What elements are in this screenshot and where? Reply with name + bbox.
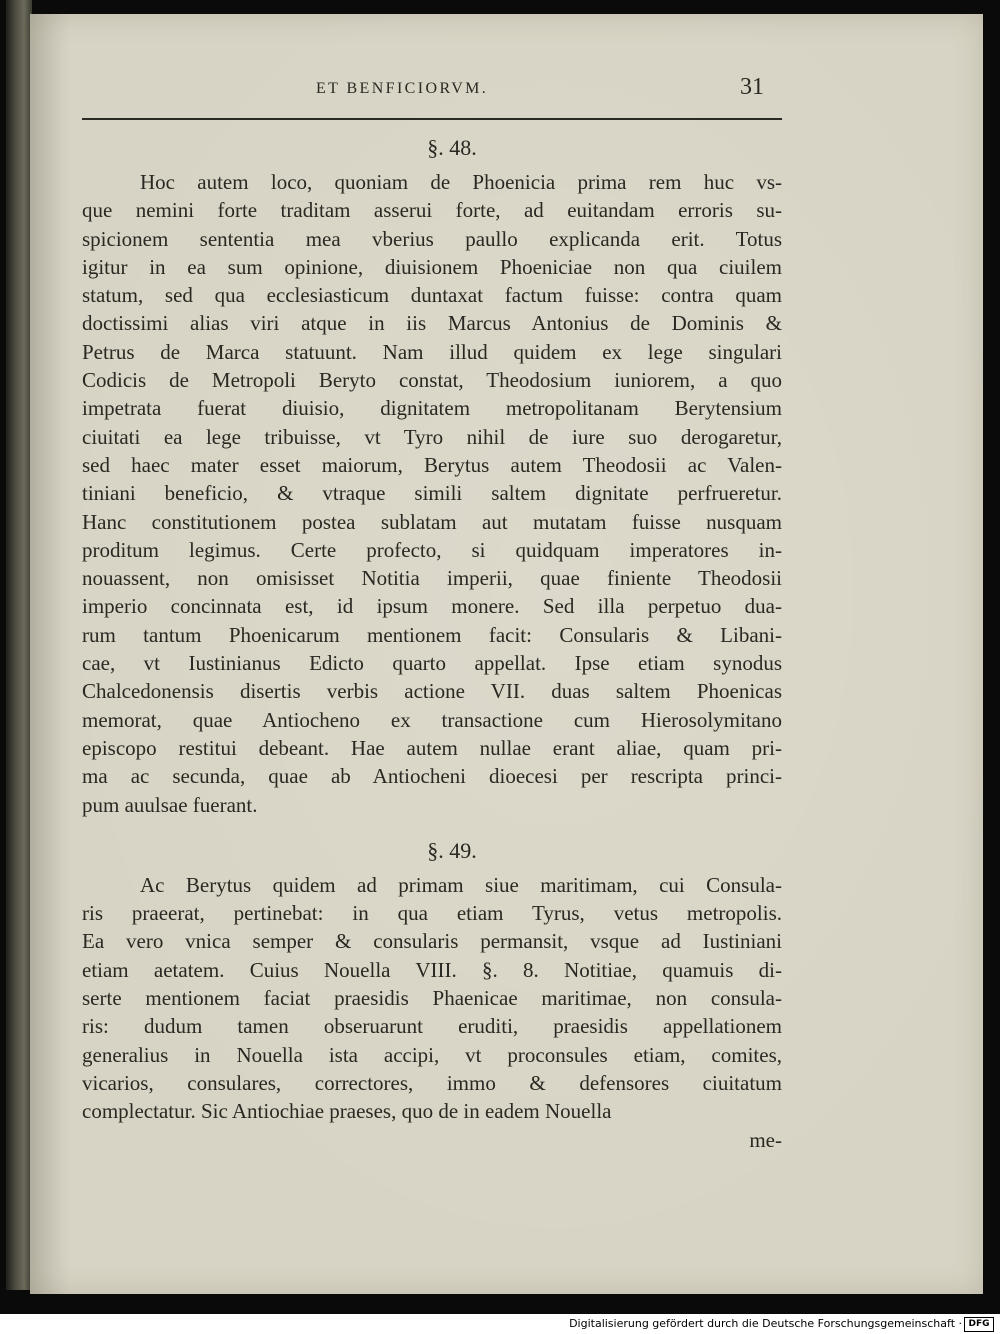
text-line: statum, sed qua ecclesiasticum duntaxat factum fuisse: contra quam bbox=[82, 283, 782, 308]
text-line: episcopo restitui debeant. Hae autem nullae erant aliae, quam pri- bbox=[82, 735, 782, 760]
text-line: nouassent, non omisisset Notitia imperii, quae finiente Theodosii bbox=[82, 566, 782, 591]
text-line: proditum legimus. Certe profecto, si quidquam imperatores in- bbox=[82, 537, 782, 562]
text-line: Hoc autem loco, quoniam de Phoenicia prima rem huc vs- bbox=[140, 170, 782, 194]
text-line: Hanc constitutionem postea sublatam aut mutatam fuisse nusquam bbox=[82, 509, 782, 534]
section-title-48: §. 48. bbox=[427, 135, 477, 160]
text-line: ris praeerat, pertinebat: in qua etiam Tyrus, vetus metropolis. bbox=[82, 901, 782, 926]
header-rule bbox=[82, 118, 782, 120]
text-line: que nemini forte traditam asserui forte, ad euitandam erroris su- bbox=[82, 198, 782, 223]
funding-credit: Digitalisierung gefördert durch die Deutsche Forschungsgemeinschaft · bbox=[569, 1317, 962, 1330]
text-line: etiam aetatem. Cuius Nouella VIII. §. 8. Notitiae, quamuis di- bbox=[82, 957, 782, 982]
text-line: pum auulsae fuerant. bbox=[82, 792, 258, 817]
running-head: ET BENFICIORVM. bbox=[316, 80, 489, 97]
text-line: vicarios, consulares, correctores, immo & defensores ciuitatum bbox=[82, 1070, 782, 1095]
section-gap bbox=[82, 819, 782, 831]
page-number: 31 bbox=[740, 74, 764, 100]
text-line: memorat, quae Antiocheno ex transactione cum Hierosolymitano bbox=[82, 707, 782, 732]
section-48-paragraph bbox=[82, 168, 782, 819]
text-line: Chalcedonensis disertis verbis actione VII. duas saltem Phoenicas bbox=[82, 679, 782, 704]
text-line: generalius in Nouella ista accipi, vt proconsules etiam, comites, bbox=[82, 1042, 782, 1067]
text-line: doctissimi alias viri atque in iis Marcus Antonius de Dominis & bbox=[82, 311, 782, 336]
text-line: rum tantum Phoenicarum mentionem facit: Consularis & Libani- bbox=[82, 622, 782, 647]
text-line: tiniani beneficio, & vtraque simili saltem dignitate perfrueretur. bbox=[82, 481, 782, 506]
text-line: sed haec mater esset maiorum, Berytus autem Theodosii ac Valen- bbox=[82, 452, 782, 477]
digitization-footer bbox=[0, 1314, 1000, 1334]
text-line: cae, vt Iustinianus Edicto quarto appellat. Ipse etiam synodus bbox=[82, 651, 782, 676]
text-line: Codicis de Metropoli Beryto constat, Theodosium iuniorem, a quo bbox=[82, 368, 782, 393]
catchword: me- bbox=[749, 1127, 782, 1152]
text-line: imperio concinnata est, id ipsum monere. Sed illa perpetuo dua- bbox=[82, 594, 782, 619]
dfg-logo: DFG bbox=[964, 1317, 994, 1332]
book-binding-edge bbox=[6, 0, 32, 1290]
text-line: ma ac secunda, quae ab Antiocheni dioecesi per rescripta princi- bbox=[82, 764, 782, 789]
text-line: spicionem sententia mea vberius paullo explicanda erit. Totus bbox=[82, 226, 782, 251]
text-line: Ea vero vnica semper & consularis permansit, vsque ad Iustiniani bbox=[82, 929, 782, 954]
text-line: complectatur. Sic Antiochiae praeses, quo de in eadem Nouella bbox=[82, 1099, 612, 1124]
text-line: impetrata fuerat diuisio, dignitatem metropolitanam Berytensium bbox=[82, 396, 782, 421]
section-title-49: §. 49. bbox=[427, 837, 477, 863]
text-line: ris: dudum tamen obseruarunt eruditi, praesidis appellationem bbox=[82, 1014, 782, 1039]
section-49-paragraph bbox=[82, 871, 782, 1126]
text-line: Petrus de Marca statuunt. Nam illud quidem ex lege singulari bbox=[82, 339, 782, 364]
body-text bbox=[82, 128, 782, 1154]
text-line: igitur in ea sum opinione, diuisionem Phoeniciae non qua ciuilem bbox=[82, 254, 782, 279]
text-line: ciuitati ea lege tribuisse, vt Tyro nihil de iure suo derogaretur, bbox=[82, 424, 782, 449]
text-line: Ac Berytus quidem ad primam siue maritimam, cui Consula- bbox=[140, 872, 782, 897]
text-line: serte mentionem faciat praesidis Phaenicae maritimae, non consula- bbox=[82, 986, 782, 1011]
